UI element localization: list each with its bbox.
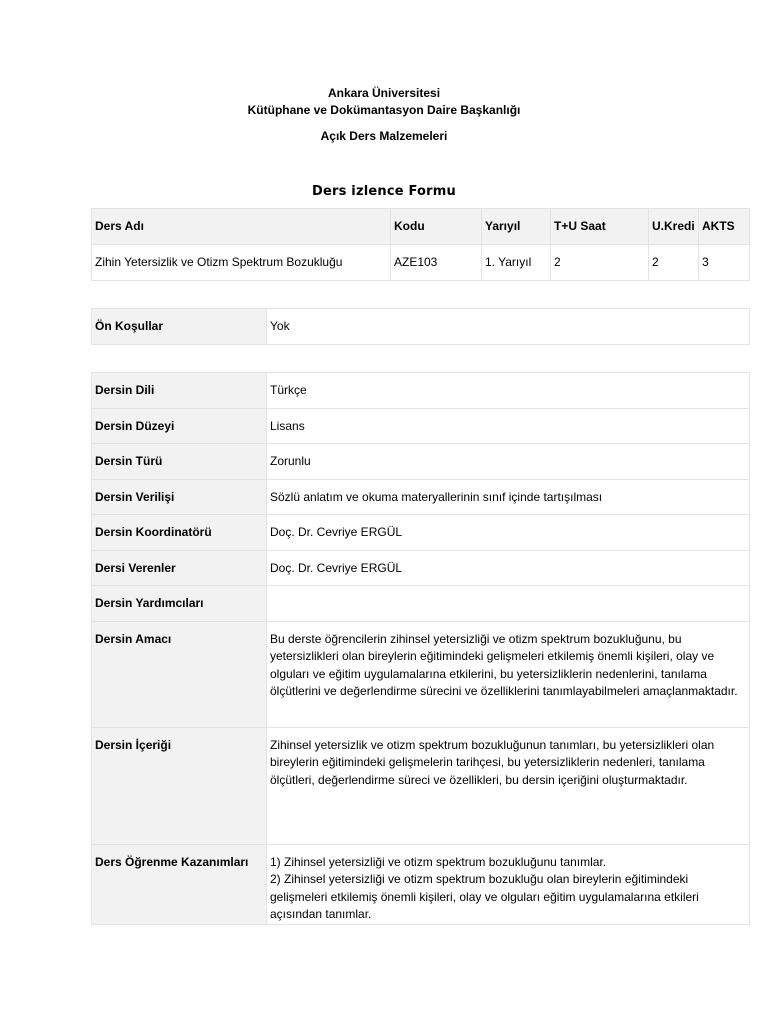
section-name: Açık Ders Malzemeleri (320, 129, 448, 143)
course-value-row (92, 245, 750, 281)
course-semester: 1. Yarıyıl (482, 245, 551, 281)
detail-row-assistants (92, 586, 750, 622)
detail-label: Dersin Amacı (92, 621, 267, 727)
detail-row-type (92, 444, 750, 480)
header-ects: AKTS (699, 209, 750, 245)
header-course-name: Ders Adı (92, 209, 391, 245)
detail-row-language (92, 373, 750, 409)
detail-label: Dersin Düzeyi (92, 408, 267, 444)
department-name: Kütüphane ve Dokümantasyon Daire Başkanlığı (247, 103, 521, 117)
header-code: Kodu (391, 209, 482, 245)
detail-value (267, 586, 750, 622)
detail-row-coordinator (92, 515, 750, 551)
detail-row-level (92, 408, 750, 444)
detail-value: Sözlü anlatım ve okuma materyallerinin sınıf içinde tartışılması (267, 479, 750, 515)
course-credit: 2 (649, 245, 699, 281)
prerequisites-value: Yok (267, 309, 750, 345)
detail-row-objective (92, 621, 750, 727)
prerequisites-row (92, 309, 750, 345)
header-credit: U.Kredi (649, 209, 699, 245)
document-header (0, 85, 768, 145)
detail-label: Dersin Dili (92, 373, 267, 409)
detail-value: Türkçe (267, 373, 750, 409)
detail-row-delivery (92, 479, 750, 515)
detail-value: Zihinsel yetersizlik ve otizm spektrum bozukluğunun tanımları, bu yetersizlikleri olan bireylerin eğitimindeki gelişmelerin tarihçesi, bu yetersizliklerin nedenleri, tanılama ölçütleri, değerlendirme süreci ve özellikleri, bu dersin içeriğini oluşturmaktadır. (267, 727, 750, 844)
detail-label: Dersin Koordinatörü (92, 515, 267, 551)
course-info-table (91, 208, 750, 281)
detail-label: Dersi Verenler (92, 550, 267, 586)
course-code: AZE103 (391, 245, 482, 281)
form-title: Ders izlence Formu (312, 184, 456, 199)
detail-label: Dersin Türü (92, 444, 267, 480)
course-details-table (91, 372, 750, 925)
course-header-row (92, 209, 750, 245)
detail-value: Lisans (267, 408, 750, 444)
detail-label: Dersin Verilişi (92, 479, 267, 515)
detail-label: Dersin Yardımcıları (92, 586, 267, 622)
detail-value: Doç. Dr. Cevriye ERGÜL (267, 550, 750, 586)
university-name: Ankara Üniversitesi (327, 86, 441, 100)
course-ects: 3 (699, 245, 750, 281)
detail-value: 1) Zihinsel yetersizliği ve otizm spektrum bozukluğunu tanımlar. 2) Zihinsel yetersizliği ve otizm spektrum bozukluğu olan bireylerin eğitimindeki gelişmeleri etkilemiş önemli kişileri, olay ve olguları eğitim uygulamalarına etkileri açısından tanımlar. (267, 844, 750, 924)
header-hours: T+U Saat (551, 209, 649, 245)
detail-value: Doç. Dr. Cevriye ERGÜL (267, 515, 750, 551)
course-hours: 2 (551, 245, 649, 281)
course-name: Zihin Yetersizlik ve Otizm Spektrum Bozukluğu (92, 245, 391, 281)
detail-label: Dersin İçeriği (92, 727, 267, 844)
prerequisites-table (91, 308, 750, 345)
detail-row-outcomes (92, 844, 750, 924)
detail-label: Ders Öğrenme Kazanımları (92, 844, 267, 924)
detail-row-instructors (92, 550, 750, 586)
detail-row-content (92, 727, 750, 844)
prerequisites-label: Ön Koşullar (92, 309, 267, 345)
header-semester: Yarıyıl (482, 209, 551, 245)
detail-value: Zorunlu (267, 444, 750, 480)
detail-value: Bu derste öğrencilerin zihinsel yetersizliği ve otizm spektrum bozukluğunu, bu yetersizlikleri olan bireylerin eğitimindeki gelişmeleri etkilemiş önemli kişileri, olay ve olguları ve eğitim uygulamalarına etkilerini, bu yetersizliklerin nedenlerini, tanılama ölçütlerini ve değerlendirme sürecini ve özelliklerini tanımlayabilmeleri amaçlanmaktadır. (267, 621, 750, 727)
